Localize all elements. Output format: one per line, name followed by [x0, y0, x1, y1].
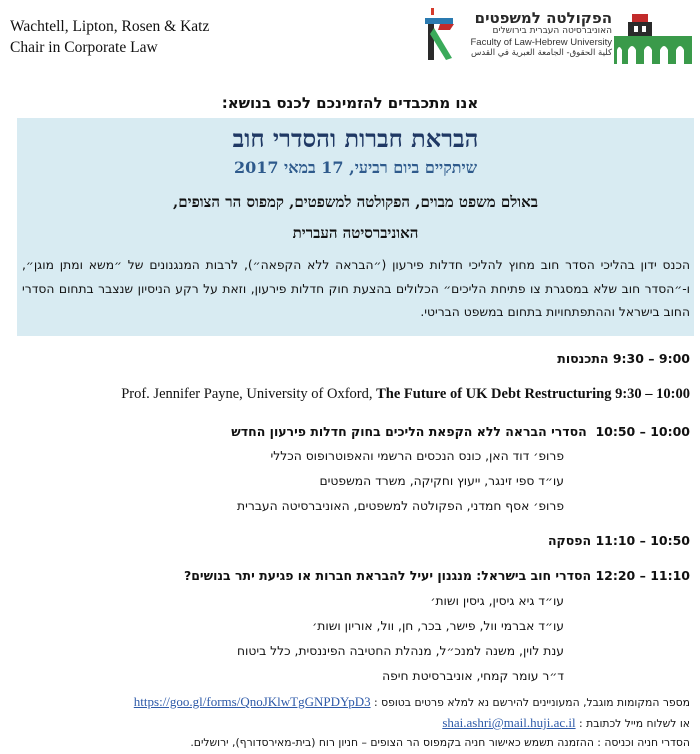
campus-building-icon	[614, 6, 692, 66]
email-link[interactable]: shai.ashri@mail.huji.ac.il	[442, 715, 576, 730]
schedule-item-keynote	[121, 386, 690, 403]
chair-name	[10, 16, 310, 58]
registration-link[interactable]: https://goo.gl/forms/QnoJKlwTgGNPDYpD3	[133, 694, 371, 709]
speaker-3: פרופ׳ אסף חמדני, הפקולטה למשפטים, האוניברסיטה העברית	[237, 499, 564, 513]
schedule-item-arrival	[557, 351, 690, 366]
schedule-time: 9:30 – 10:00	[615, 386, 690, 402]
keynote-speaker: Prof. Jennifer Payne, University of Oxford,	[121, 386, 373, 402]
keynote-title: The Future of UK Debt Restructuring	[376, 386, 612, 402]
parking-note: הסדרי חניה וכניסה : ההזמנה תשמש כאישור חניה בקמפוס הר הצופים – חניון רוח (בית-מאירסדורף), ירושלים.	[190, 736, 690, 749]
schedule-item-session-2	[184, 568, 690, 583]
speaker-2: עו״ד ספי זינגר, ייעוץ וחקיקה, משרד המשפטים	[319, 474, 564, 488]
registration-note	[134, 694, 690, 710]
chair-line-1: Wachtell, Lipton, Rosen & Katz	[10, 18, 210, 35]
schedule-label: הפסקה	[547, 533, 592, 548]
invitation-heading: אנו מתכבדים להזמינכם לכנס בנושא:	[221, 94, 479, 112]
logo-hebrew-name: הפקולטה למשפטים	[474, 9, 612, 27]
logo-hebrew-university: האוניברסיטה העברית בירושלים	[492, 26, 612, 36]
event-title: הבראת חברות והסדרי חוב	[232, 124, 479, 153]
event-venue-line-1: באולם משפט מבוים, הפקולטה למשפטים, קמפוס הר הצופים,	[173, 193, 538, 211]
schedule-time: 10:50 – 11:10	[595, 533, 690, 548]
schedule-item-session-1	[231, 424, 690, 439]
event-date: שיתקיים ביום רביעי, 17 במאי 2017	[233, 158, 478, 177]
registration-text: מספר המקומות מוגבל, המעוניינים להירשם נא למלא פרטים בטופס :	[374, 696, 690, 709]
speaker-4: עו״ד גיא גיסין, גיסין ושות׳	[430, 594, 564, 608]
session-1-title: הסדרי הבראה ללא הקפאת הליכים בחוק חדלות פירעון החדש	[231, 424, 587, 439]
event-description: הכנס ידון בהליכי הסדר חוב מחוץ להליכי חדלות פירעון (״הבראה ללא הקפאה״), לרבות המנגנונים של ״משא ומתן מוגן״, ו-״הסדר חוב שלא במסגרת צו פתיחת הליכים״ הכלולים בהצעת חוק חדלות פירעון, וזאת על רקע הניסיון שנצבר בתחום הסדרי החוב בישראל וההתפתחויות בתחום במשפט הבריטי.	[22, 258, 690, 319]
logo-english-name: Faculty of Law-Hebrew University	[470, 37, 612, 48]
session-2-title: הסדרי חוב בישראל: מנגנון יעיל להבראת חברות או פגיעת יתר בנושים?	[183, 568, 592, 583]
speaker-7: ד״ר עומר קמחי, אוניברסיטת חיפה	[382, 669, 564, 683]
speaker-5: עו״ד אברמי וול, פישר, בכר, חן, וול, אוריון ושות׳	[312, 619, 564, 633]
speaker-1: פרופ׳ דוד האן, כונס הנכסים הרשמי והאפוטרופוס הכללי	[270, 449, 564, 463]
logo-arabic-name: كلية الحقوق- الجامعة العبرية في القدس	[471, 48, 612, 58]
schedule-time: 9:00 – 9:30	[612, 351, 690, 366]
speaker-6: ענת לוין, משנה למנכ״ל, מנהלת החטיבה הפיננסית, כלל ביטוח	[237, 644, 564, 658]
faculty-logo	[420, 6, 692, 66]
chair-line-2: Chair in Corporate Law	[10, 39, 158, 56]
email-text: או לשלוח מייל לכתובת :	[579, 717, 690, 730]
schedule-item-break	[548, 533, 690, 548]
schedule-label: התכנסות	[557, 351, 609, 366]
faculty-emblem-icon	[420, 6, 460, 68]
schedule-time: 11:10 – 12:20	[595, 568, 690, 583]
schedule-time: 10:00 – 10:50	[595, 424, 690, 439]
event-venue-line-2: האוניברסיטה העברית	[292, 224, 419, 242]
email-note	[442, 715, 690, 731]
